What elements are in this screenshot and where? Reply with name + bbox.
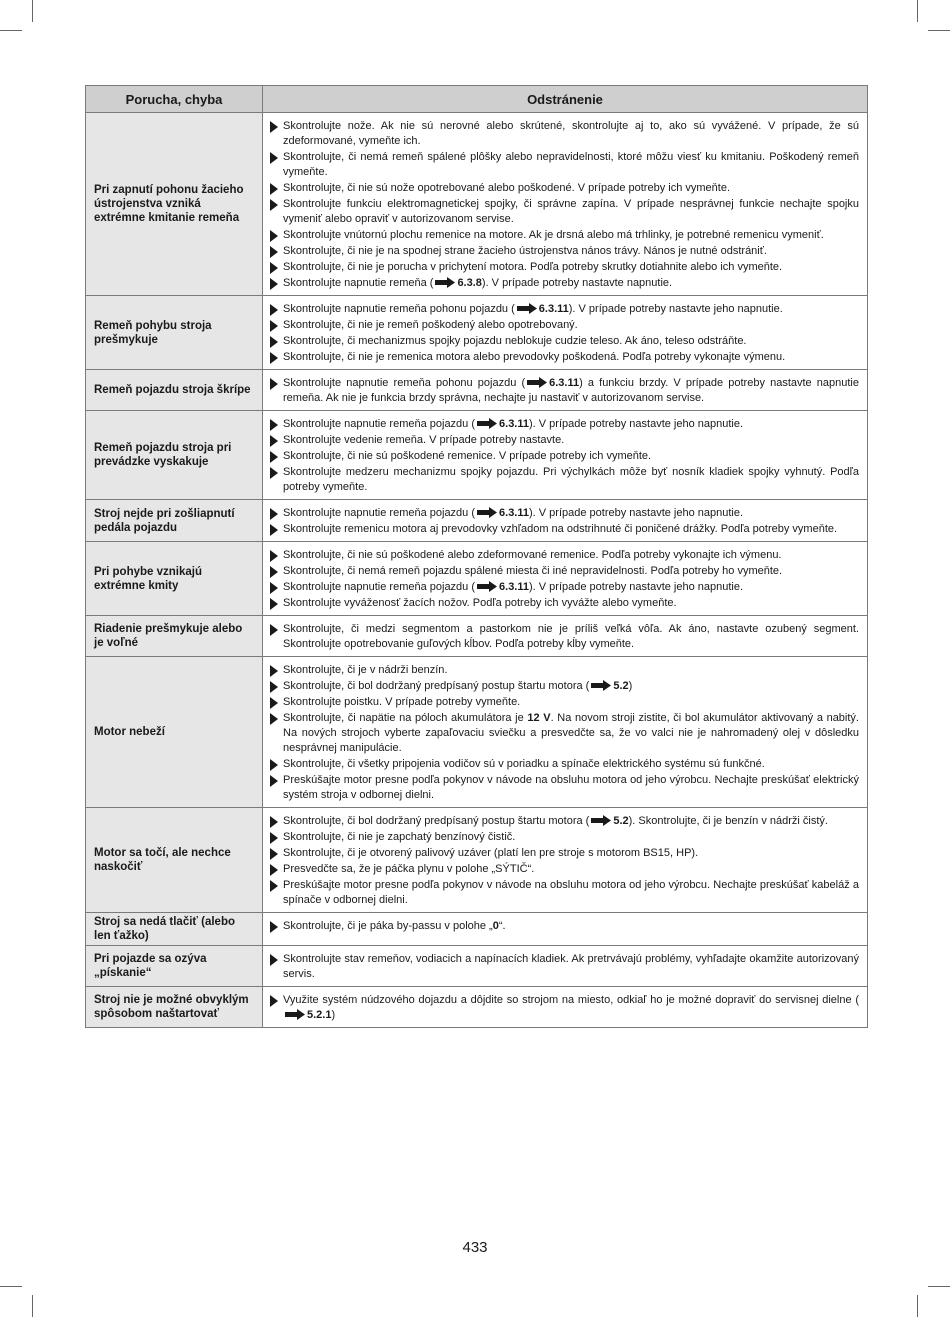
emphasis-value: 0 bbox=[492, 920, 499, 932]
remedy-text: Skontrolujte, či bol dodržaný predpísaný postup štartu motora ( bbox=[283, 815, 590, 827]
bullet-triangle-icon bbox=[270, 378, 278, 390]
remedy-item bbox=[269, 334, 859, 349]
remedy-cell bbox=[263, 946, 868, 987]
bullet-triangle-icon bbox=[270, 665, 278, 677]
remedy-item bbox=[269, 711, 859, 756]
bullet-triangle-icon bbox=[270, 864, 278, 876]
remedy-text: Skontrolujte, či nie sú poškodené remenice. V prípade potreby ich vymeňte. bbox=[283, 450, 652, 462]
crop-mark bbox=[917, 0, 918, 22]
remedy-text: Skontrolujte, či všetky pripojenia vodičov sú v poriadku a spínače elektrického systému sú funkčné. bbox=[283, 758, 765, 770]
remedy-item bbox=[269, 580, 859, 595]
section-reference: 5.2 bbox=[613, 815, 629, 827]
remedy-item bbox=[269, 919, 859, 934]
bullet-triangle-icon bbox=[270, 183, 278, 195]
remedy-cell bbox=[263, 296, 868, 370]
bullet-triangle-icon bbox=[270, 524, 278, 536]
bullet-triangle-icon bbox=[270, 419, 278, 431]
crop-mark bbox=[0, 1286, 22, 1287]
remedy-item bbox=[269, 814, 859, 829]
bullet-triangle-icon bbox=[270, 848, 278, 860]
table-body bbox=[86, 113, 868, 1028]
table-header-row bbox=[86, 86, 868, 113]
bullet-triangle-icon bbox=[270, 832, 278, 844]
remedy-item bbox=[269, 596, 859, 611]
remedy-item bbox=[269, 465, 859, 495]
reference-arrow-icon bbox=[285, 1009, 305, 1020]
remedy-item bbox=[269, 952, 859, 982]
bullet-triangle-icon bbox=[270, 121, 278, 133]
remedy-text: Skontrolujte napnutie remeňa pojazdu ( bbox=[283, 507, 476, 519]
table-row bbox=[86, 113, 868, 296]
remedy-item bbox=[269, 376, 859, 406]
remedy-text: Skontrolujte poistku. V prípade potreby vymeňte. bbox=[283, 696, 521, 708]
remedy-item bbox=[269, 679, 859, 694]
remedy-text: Skontrolujte vedenie remeňa. V prípade potreby nastavte. bbox=[283, 434, 565, 446]
fault-cell: Stroj sa nedá tlačiť (alebo len ťažko) bbox=[86, 913, 263, 946]
crop-mark bbox=[917, 1295, 918, 1317]
remedy-text: Skontrolujte, či bol dodržaný predpísaný postup štartu motora ( bbox=[283, 680, 590, 692]
section-reference: 6.3.11 bbox=[499, 507, 529, 519]
remedy-item bbox=[269, 181, 859, 196]
table-row bbox=[86, 616, 868, 657]
remedy-text: Skontrolujte, či nie sú nože opotrebované alebo poškodené. V prípade potreby ich vymeňte. bbox=[283, 182, 731, 194]
remedy-text: . Na novom stroji zistite, či bol akumulátor aktivovaný a nabitý. Na nových strojoch vyberte zapaľovaciu sviečku a presvedčte sa, že vo valci nie je nahromadený olej v dôsledku nesprávnej manipulácie. bbox=[283, 712, 859, 754]
remedy-cell bbox=[263, 370, 868, 411]
remedy-text: Skontrolujte, či napätie na póloch akumulátora je bbox=[283, 712, 528, 724]
bullet-triangle-icon bbox=[270, 262, 278, 274]
remedy-item bbox=[269, 449, 859, 464]
bullet-triangle-icon bbox=[270, 199, 278, 211]
crop-mark bbox=[32, 1295, 33, 1317]
remedy-cell bbox=[263, 500, 868, 542]
bullet-triangle-icon bbox=[270, 697, 278, 709]
section-reference: 6.3.11 bbox=[499, 418, 529, 430]
remedy-item bbox=[269, 417, 859, 432]
remedy-text: ) bbox=[331, 1009, 336, 1021]
section-reference: 5.2 bbox=[613, 680, 629, 692]
table-row bbox=[86, 370, 868, 411]
bullet-triangle-icon bbox=[270, 759, 278, 771]
fault-cell: Motor nebeží bbox=[86, 657, 263, 808]
remedy-cell bbox=[263, 913, 868, 946]
table-row bbox=[86, 913, 868, 946]
table-row bbox=[86, 946, 868, 987]
remedy-text: Skontrolujte napnutie remeňa pojazdu ( bbox=[283, 581, 476, 593]
remedy-item bbox=[269, 350, 859, 365]
remedy-text: Skontrolujte stav remeňov, vodiacich a napínacích kladiek. Ak pretrvávajú problémy, vyhľadajte okamžite autorizovaný servis. bbox=[283, 953, 859, 980]
remedy-cell bbox=[263, 987, 868, 1028]
remedy-item bbox=[269, 150, 859, 180]
reference-arrow-icon bbox=[591, 680, 611, 691]
table-row bbox=[86, 808, 868, 913]
remedy-text: ) bbox=[628, 680, 633, 692]
remedy-item bbox=[269, 119, 859, 149]
bullet-triangle-icon bbox=[270, 713, 278, 725]
bullet-triangle-icon bbox=[270, 336, 278, 348]
remedy-text: Skontrolujte napnutie remeňa pohonu pojazdu ( bbox=[283, 303, 515, 315]
remedy-text: Preskúšajte motor presne podľa pokynov v návode na obsluhu motora od jeho výrobcu. Nechajte preskúšať elektrický systém stroja v odbornej dielni. bbox=[283, 774, 859, 801]
remedy-item bbox=[269, 260, 859, 275]
bullet-triangle-icon bbox=[270, 816, 278, 828]
remedy-text: ) a funkciu brzdy. V prípade potreby nastavte napnutie remeňa. Ak nie je funkcia brzdy správna, nechajte ju nastaviť v autorizovanom servise. bbox=[283, 377, 859, 404]
remedy-text: Skontrolujte nože. Ak nie sú nerovné alebo skrútené, skontrolujte aj to, ako sú vyvážené. V prípade, že sú zdeformované, vymeňte ich. bbox=[283, 120, 859, 147]
bullet-triangle-icon bbox=[270, 152, 278, 164]
table-row bbox=[86, 411, 868, 500]
fault-cell: Remeň pojazdu stroja škrípe bbox=[86, 370, 263, 411]
remedy-cell bbox=[263, 808, 868, 913]
bullet-triangle-icon bbox=[270, 550, 278, 562]
remedy-text: Skontrolujte, či je páka by-passu v polohe „ bbox=[283, 920, 493, 932]
crop-mark bbox=[928, 30, 950, 31]
remedy-item bbox=[269, 695, 859, 710]
remedy-item bbox=[269, 197, 859, 227]
remedy-text: Skontrolujte, či mechanizmus spojky pojazdu neblokuje cudzie teleso. Ak áno, teleso odstráňte. bbox=[283, 335, 747, 347]
bullet-triangle-icon bbox=[270, 954, 278, 966]
bullet-triangle-icon bbox=[270, 451, 278, 463]
remedy-text: Skontrolujte vyváženosť žacích nožov. Podľa potreby ich vyvážte alebo vymeňte. bbox=[283, 597, 677, 609]
remedy-cell bbox=[263, 411, 868, 500]
bullet-triangle-icon bbox=[270, 775, 278, 787]
reference-arrow-icon bbox=[527, 377, 547, 388]
reference-arrow-icon bbox=[477, 581, 497, 592]
fault-cell: Remeň pojazdu stroja pri prevádzke vyskakuje bbox=[86, 411, 263, 500]
remedy-text: Skontrolujte medzeru mechanizmu spojky pojazdu. Pri výchylkách môže byť nosník kladiek spojky vyhnutý. Podľa potreby vymeňte. bbox=[283, 466, 859, 493]
section-reference: 6.3.11 bbox=[499, 581, 529, 593]
fault-cell: Motor sa točí, ale nechce naskočiť bbox=[86, 808, 263, 913]
table-row bbox=[86, 987, 868, 1028]
remedy-text: Využite systém núdzového dojazdu a dôjdite so strojom na miesto, odkiaľ ho je možné dopraviť do servisnej dielne ( bbox=[283, 994, 859, 1006]
remedy-text: Presvedčte sa, že je páčka plynu v polohe „SÝTIČ“. bbox=[283, 863, 535, 875]
bullet-triangle-icon bbox=[270, 624, 278, 636]
remedy-text: ). V prípade potreby nastavte jeho napnutie. bbox=[529, 418, 744, 430]
remedy-text: Skontrolujte napnutie remeňa ( bbox=[283, 277, 434, 289]
remedy-item bbox=[269, 846, 859, 861]
remedy-text: ). V prípade potreby nastavte napnutie. bbox=[481, 277, 673, 289]
remedy-item bbox=[269, 830, 859, 845]
bullet-triangle-icon bbox=[270, 681, 278, 693]
reference-arrow-icon bbox=[477, 418, 497, 429]
remedy-text: ). Skontrolujte, či je benzín v nádrži čistý. bbox=[628, 815, 828, 827]
remedy-item bbox=[269, 276, 859, 291]
fault-cell: Pri zapnutí pohonu žacieho ústrojenstva vzniká extrémne kmitanie remeňa bbox=[86, 113, 263, 296]
fault-cell: Stroj nejde pri zošliapnutí pedála pojazdu bbox=[86, 500, 263, 542]
remedy-text: ). V prípade potreby nastavte jeho napnutie. bbox=[529, 507, 744, 519]
section-reference: 6.3.8 bbox=[457, 277, 482, 289]
remedy-cell bbox=[263, 657, 868, 808]
remedy-text: Skontrolujte, či nie je remeň poškodený alebo opotrebovaný. bbox=[283, 319, 578, 331]
table-row bbox=[86, 542, 868, 616]
bullet-triangle-icon bbox=[270, 921, 278, 933]
remedy-item bbox=[269, 548, 859, 563]
bullet-triangle-icon bbox=[270, 995, 278, 1007]
remedy-item bbox=[269, 878, 859, 908]
table-row bbox=[86, 657, 868, 808]
header-remedy: Odstránenie bbox=[263, 86, 868, 113]
remedy-text: ). V prípade potreby nastavte jeho napnutie. bbox=[529, 581, 744, 593]
bullet-triangle-icon bbox=[270, 467, 278, 479]
remedy-text: Skontrolujte, či nie sú poškodené alebo zdeformované remenice. Podľa potreby vykonajte ich výmenu. bbox=[283, 549, 782, 561]
remedy-cell bbox=[263, 113, 868, 296]
bullet-triangle-icon bbox=[270, 435, 278, 447]
reference-arrow-icon bbox=[477, 507, 497, 518]
remedy-item bbox=[269, 318, 859, 333]
remedy-text: Skontrolujte funkciu elektromagnetickej spojky, či správne zapína. V prípade nesprávnej funkcie nechajte spojku vymeniť alebo opraviť v autorizovanom servise. bbox=[283, 198, 859, 225]
remedy-cell bbox=[263, 616, 868, 657]
bullet-triangle-icon bbox=[270, 246, 278, 258]
remedy-item bbox=[269, 622, 859, 652]
remedy-text: Skontrolujte vnútornú plochu remenice na motore. Ak je drsná alebo má trhlinky, je potrebné remenicu vymeniť. bbox=[283, 229, 824, 241]
remedy-text: Skontrolujte, či je v nádrži benzín. bbox=[283, 664, 448, 676]
remedy-item bbox=[269, 564, 859, 579]
page-number: 433 bbox=[462, 1239, 488, 1256]
fault-cell: Pri pojazde sa ozýva „pískanie“ bbox=[86, 946, 263, 987]
fault-cell: Stroj nie je možné obvyklým spôsobom naštartovať bbox=[86, 987, 263, 1028]
reference-arrow-icon bbox=[435, 277, 455, 288]
remedy-item bbox=[269, 862, 859, 877]
section-reference: 6.3.11 bbox=[549, 377, 580, 389]
remedy-text: Skontrolujte napnutie remeňa pohonu pojazdu ( bbox=[283, 377, 526, 389]
bullet-triangle-icon bbox=[270, 508, 278, 520]
crop-mark bbox=[0, 30, 22, 31]
table-row bbox=[86, 296, 868, 370]
remedy-text: ). V prípade potreby nastavte jeho napnutie. bbox=[568, 303, 783, 315]
remedy-item bbox=[269, 993, 859, 1023]
bullet-triangle-icon bbox=[270, 230, 278, 242]
remedy-cell bbox=[263, 542, 868, 616]
emphasis-value: 12 V bbox=[527, 712, 551, 724]
remedy-text: Preskúšajte motor presne podľa pokynov v návode na obsluhu motora od jeho výrobcu. Nechajte preskúšať kabeláž a spínače v odbornej dielni. bbox=[283, 879, 859, 906]
remedy-item bbox=[269, 757, 859, 772]
remedy-text: “. bbox=[498, 920, 506, 932]
remedy-item bbox=[269, 506, 859, 521]
remedy-text: Skontrolujte, či nemá remeň spálené plôšky alebo nepravidelnosti, ktoré môžu viesť ku kmitaniu. Poškodený remeň vymeňte. bbox=[283, 151, 859, 178]
bullet-triangle-icon bbox=[270, 566, 278, 578]
section-reference: 5.2.1 bbox=[307, 1009, 332, 1021]
fault-cell: Riadenie prešmykuje alebo je voľné bbox=[86, 616, 263, 657]
remedy-text: Skontrolujte, či nie je na spodnej strane žacieho ústrojenstva nános trávy. Nános je nutné odstrániť. bbox=[283, 245, 767, 257]
remedy-text: Skontrolujte napnutie remeňa pojazdu ( bbox=[283, 418, 476, 430]
bullet-triangle-icon bbox=[270, 880, 278, 892]
reference-arrow-icon bbox=[517, 303, 537, 314]
remedy-item bbox=[269, 244, 859, 259]
remedy-item bbox=[269, 773, 859, 803]
fault-cell: Remeň pohybu stroja prešmykuje bbox=[86, 296, 263, 370]
crop-mark bbox=[928, 1286, 950, 1287]
remedy-text: Skontrolujte, či nemá remeň pojazdu spálené miesta či iné nepravidelnosti. Podľa potreby ho vymeňte. bbox=[283, 565, 783, 577]
fault-cell: Pri pohybe vznikajú extrémne kmity bbox=[86, 542, 263, 616]
bullet-triangle-icon bbox=[270, 598, 278, 610]
remedy-text: Skontrolujte, či nie je remenica motora alebo prevodovky poškodená. Podľa potreby vykonajte výmenu. bbox=[283, 351, 786, 363]
remedy-item bbox=[269, 433, 859, 448]
bullet-triangle-icon bbox=[270, 352, 278, 364]
table-row bbox=[86, 500, 868, 542]
header-fault: Porucha, chyba bbox=[86, 86, 263, 113]
remedy-text: Skontrolujte remenicu motora aj prevodovky vzhľadom na odstrihnuté či poničené drážky. Podľa potreby vymeňte. bbox=[283, 523, 838, 535]
bullet-triangle-icon bbox=[270, 320, 278, 332]
section-reference: 6.3.11 bbox=[538, 303, 569, 315]
remedy-item bbox=[269, 302, 859, 317]
reference-arrow-icon bbox=[591, 815, 611, 826]
crop-mark bbox=[32, 0, 33, 22]
remedy-text: Skontrolujte, či nie je zapchatý benzínový čistič. bbox=[283, 831, 516, 843]
bullet-triangle-icon bbox=[270, 304, 278, 316]
remedy-text: Skontrolujte, či nie je porucha v prichytení motora. Podľa potreby skrutky dotiahnite alebo ich vymeňte. bbox=[283, 261, 783, 273]
troubleshooting-table bbox=[85, 85, 868, 1028]
remedy-text: Skontrolujte, či je otvorený palivový uzáver (platí len pre stroje s motorom BS15, HP). bbox=[283, 847, 699, 859]
bullet-triangle-icon bbox=[270, 582, 278, 594]
remedy-item bbox=[269, 663, 859, 678]
remedy-item bbox=[269, 522, 859, 537]
remedy-text: Skontrolujte, či medzi segmentom a pastorkom nie je príliš veľká vôľa. Ak áno, nastavte ozubený segment. Skontrolujte opotrebovanie guľových kĺbov. Podľa potreby kĺby vymeňte. bbox=[283, 623, 859, 650]
bullet-triangle-icon bbox=[270, 278, 278, 290]
remedy-item bbox=[269, 228, 859, 243]
